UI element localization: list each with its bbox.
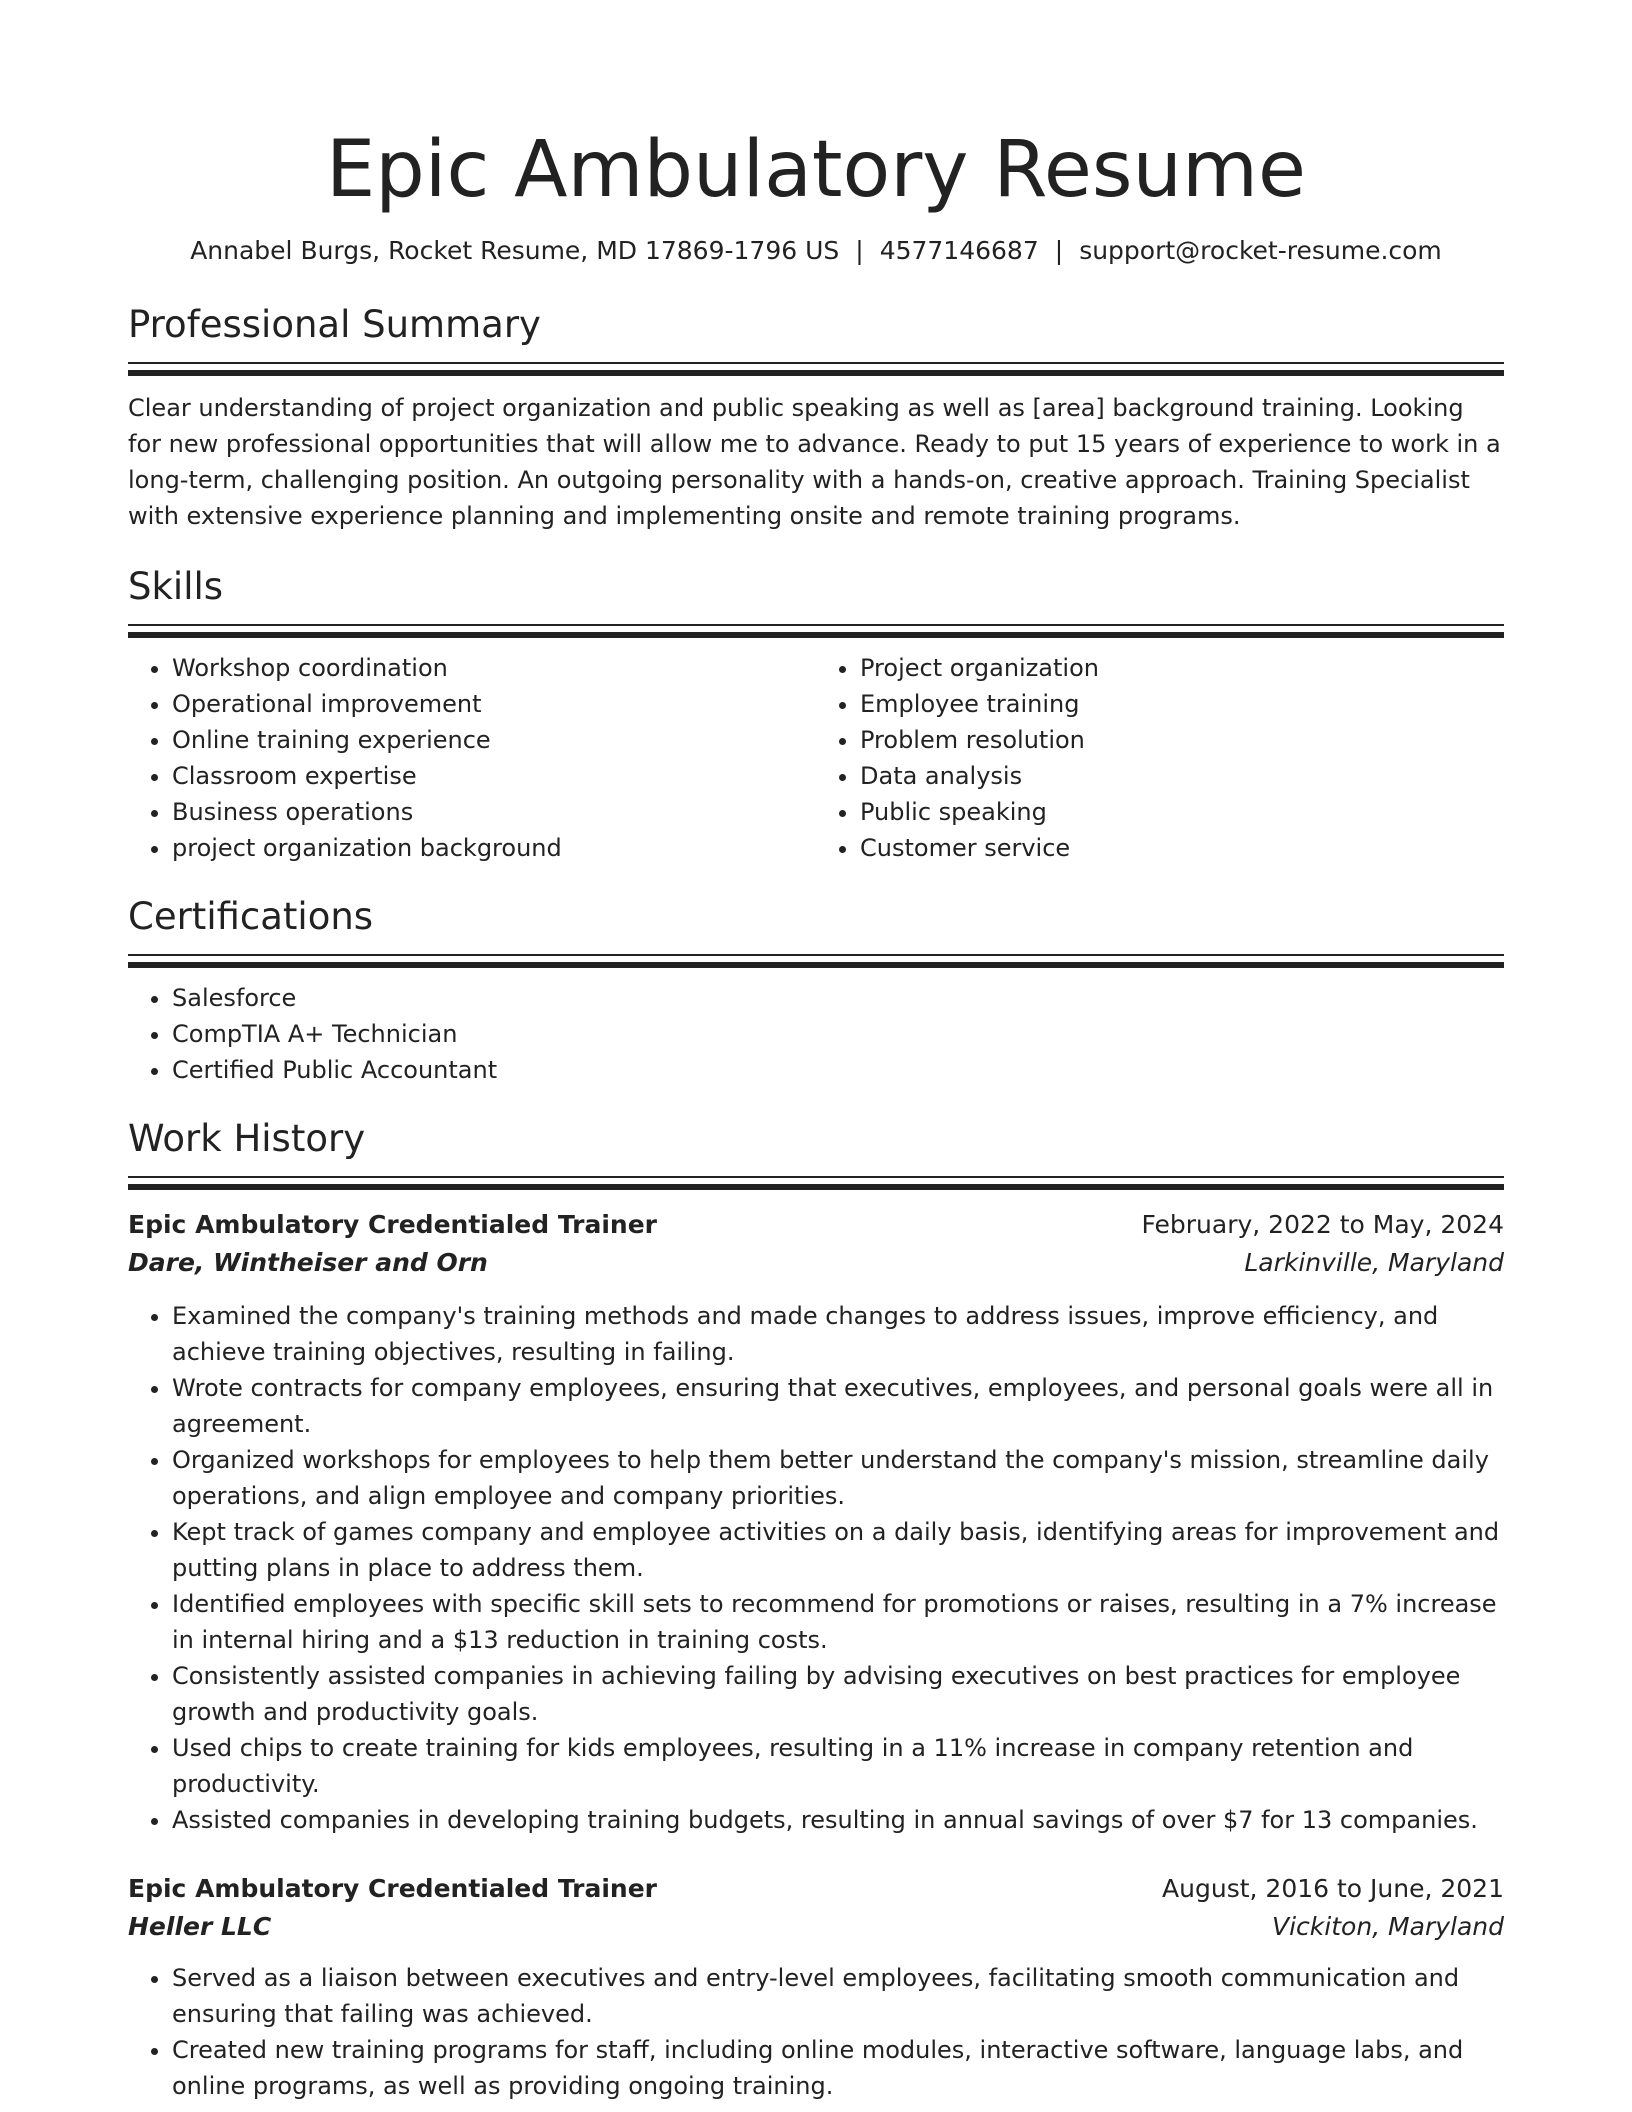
skill-item: • Workshop coordination: [172, 650, 816, 686]
certification-item: • CompTIA A+ Technician: [172, 1016, 1504, 1052]
section-rule-thick: [128, 962, 1504, 968]
contact-email: support@rocket-resume.com: [1079, 236, 1442, 265]
section-rule-thick: [128, 632, 1504, 638]
section-rule: [128, 624, 1504, 626]
summary-text: Clear understanding of project organization and public speaking as well as [area] background training. Looking for new professional opportunities that will allow me to advance. Ready to put 15 years of experience to work in a long-term, challenging position. An outgoing personality with a hands-on, creative approach. Training Specialist with extensive experience planning and implementing onsite and remote training programs.: [128, 394, 1501, 530]
job-entry: [128, 1206, 1504, 1838]
contact-phone: 4577146687: [879, 236, 1039, 265]
job-bullets: [128, 1298, 1504, 1838]
job-subheader: [128, 1908, 1504, 1946]
job-company: Heller LLC: [128, 1912, 272, 1941]
job-location: Larkinville, Maryland: [1244, 1248, 1504, 1277]
skill-item: • Business operations: [172, 794, 816, 830]
job-title: Epic Ambulatory Credentialed Trainer: [128, 1210, 658, 1239]
skill-item: • project organization background: [172, 830, 816, 866]
skill-item: • Public speaking: [860, 794, 1504, 830]
job-bullets: [128, 1960, 1504, 2104]
skills-list-right: [816, 650, 1504, 866]
job-bullet: • Consistently assisted companies in achieving failing by advising executives on best practices for employee growth and productivity goals.: [172, 1658, 1504, 1730]
section-rule: [128, 954, 1504, 956]
job-bullet: • Organized workshops for employees to help them better understand the company's mission, streamline daily operations, and align employee and company priorities.: [172, 1442, 1504, 1514]
skill-item: • Project organization: [860, 650, 1504, 686]
job-title: Epic Ambulatory Credentialed Trainer: [128, 1874, 658, 1903]
skills-heading: Skills: [128, 565, 224, 608]
job-bullet: • Used chips to create training for kids employees, resulting in a 11% increase in company retention and productivity.: [172, 1730, 1504, 1802]
skills-list-left: [128, 650, 816, 866]
job-company: Dare, Wintheiser and Orn: [128, 1248, 488, 1277]
job-bullet: • Served as a liaison between executives and entry-level employees, facilitating smooth communication and ensuring that failing was achieved.: [172, 1960, 1504, 2032]
skill-item: • Employee training: [860, 686, 1504, 722]
contact-separator: |: [1054, 236, 1064, 265]
contact-separator: |: [855, 236, 864, 265]
summary-section: [128, 302, 1504, 534]
skill-item: • Classroom expertise: [172, 758, 816, 794]
job-bullet: • Identified employees with specific skill sets to recommend for promotions or raises, resulting in a 7% increase in internal hiring and a $13 reduction in training costs.: [172, 1586, 1504, 1658]
job-header: [128, 1870, 1504, 1908]
job-bullet: • Created new training programs for staff, including online modules, interactive software, language labs, and online programs, as well as providing ongoing training.: [172, 2032, 1504, 2104]
job-dates: August, 2016 to June, 2021: [1162, 1874, 1504, 1903]
section-rule-thick: [128, 1184, 1504, 1190]
section-rule: [128, 1176, 1504, 1178]
contact-line: [128, 234, 1504, 268]
certifications-heading: Certifications: [128, 895, 374, 938]
skill-item: • Problem resolution: [860, 722, 1504, 758]
resume-title: Epic Ambulatory Resume: [326, 125, 1306, 215]
section-rule: [128, 362, 1504, 364]
skill-item: • Operational improvement: [172, 686, 816, 722]
skill-item: • Customer service: [860, 830, 1504, 866]
resume-page: [128, 0, 1504, 2104]
job-bullet: • Examined the company's training methods and made changes to address issues, improve efficiency, and achieve training objectives, resulting in failing.: [172, 1298, 1504, 1370]
skills-columns: [128, 650, 1504, 866]
job-bullet: • Assisted companies in developing training budgets, resulting in annual savings of over $7 for 13 companies.: [172, 1802, 1504, 1838]
certifications-section: [128, 894, 1504, 1088]
job-header: [128, 1206, 1504, 1244]
job-entry: [128, 1870, 1504, 2104]
job-location: Vickiton, Maryland: [1272, 1912, 1504, 1941]
job-bullet: • Kept track of games company and employee activities on a daily basis, identifying areas for improvement and putting plans in place to address them.: [172, 1514, 1504, 1586]
work-section: [128, 1116, 1504, 2104]
contact-address: Annabel Burgs, Rocket Resume, MD 17869-1796 US: [190, 236, 840, 265]
certifications-list: [128, 980, 1504, 1088]
skill-item: • Data analysis: [860, 758, 1504, 794]
work-heading: Work History: [128, 1117, 366, 1160]
certification-item: • Salesforce: [172, 980, 1504, 1016]
section-rule-thick: [128, 370, 1504, 376]
summary-heading: Professional Summary: [128, 303, 541, 346]
job-subheader: [128, 1244, 1504, 1282]
job-bullet: • Wrote contracts for company employees, ensuring that executives, employees, and personal goals were all in agreement.: [172, 1370, 1504, 1442]
job-dates: February, 2022 to May, 2024: [1141, 1210, 1504, 1239]
certification-item: • Certified Public Accountant: [172, 1052, 1504, 1088]
skills-section: [128, 564, 1504, 866]
skill-item: • Online training experience: [172, 722, 816, 758]
